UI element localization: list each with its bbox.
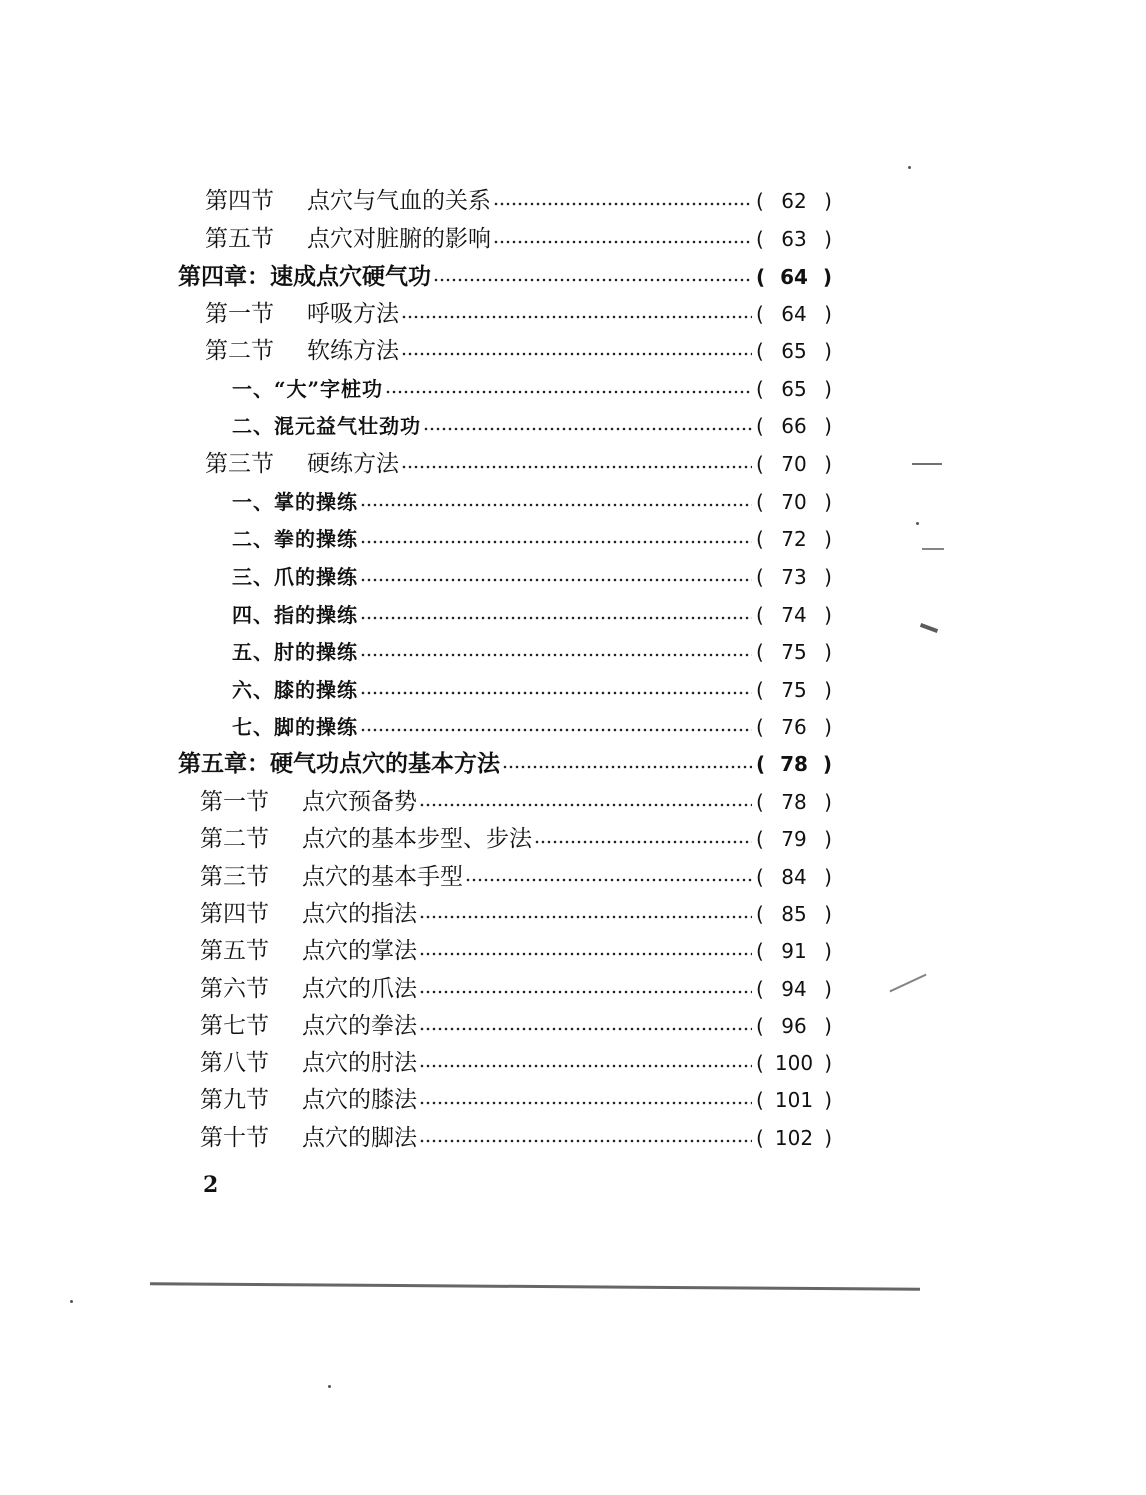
entry-title: 点穴的爪法: [302, 976, 417, 1002]
bracket-close: ): [824, 865, 832, 889]
toc-entry: [232, 485, 832, 519]
section-number: 第八节: [200, 1050, 269, 1076]
page-reference-number: 65: [781, 377, 807, 401]
bracket-close: ): [824, 603, 832, 627]
bracket-close: ): [824, 565, 832, 589]
page-reference: [756, 598, 832, 632]
toc-entry: [200, 1009, 832, 1043]
page-reference: [756, 747, 832, 781]
page-reference: [756, 1009, 832, 1043]
dot-leader: [419, 803, 752, 807]
dot-leader: [360, 691, 752, 695]
page-reference: [756, 334, 832, 368]
toc-entry-label: [205, 447, 399, 481]
toc-entry-label: [200, 822, 532, 856]
bracket-open: (: [756, 265, 766, 289]
bracket-close: ): [824, 1014, 832, 1038]
bracket-close: ): [824, 227, 832, 251]
page-reference: [756, 673, 832, 707]
section-number: 第二节: [205, 338, 274, 364]
entry-title: 第四章：速成点穴硬气功: [178, 263, 431, 290]
page-reference-number: 78: [781, 790, 807, 814]
entry-title: 一、掌的操练: [232, 490, 358, 514]
entry-title: 点穴的基本步型、步法: [302, 826, 532, 852]
entry-title: 三、爪的操练: [232, 565, 358, 589]
page-reference-number: 78: [780, 752, 808, 776]
toc-entry-label: [200, 934, 417, 968]
toc-entry-label: [232, 522, 358, 556]
entry-title: 硬练方法: [307, 451, 399, 477]
dot-leader: [360, 653, 752, 657]
bracket-open: (: [756, 452, 764, 476]
entry-title: 软练方法: [307, 338, 399, 364]
dot-leader: [360, 728, 752, 732]
entry-title: 点穴的膝法: [302, 1087, 417, 1113]
bracket-open: (: [756, 603, 764, 627]
toc-entry: [200, 1083, 832, 1117]
entry-title: 点穴的肘法: [302, 1050, 417, 1076]
entry-title: 点穴对脏腑的影响: [307, 226, 491, 252]
speck-dot-4: [916, 522, 919, 525]
page-reference-number: 102: [774, 1126, 814, 1150]
page-reference: [756, 184, 832, 218]
toc-entry: [232, 673, 832, 707]
page-reference: [756, 522, 832, 556]
toc-entry-label: [232, 372, 383, 406]
bracket-close: ): [824, 1126, 832, 1150]
speck-dash-4: [889, 974, 926, 993]
toc-entry-label: [205, 222, 491, 256]
page-reference: [756, 710, 832, 744]
page-reference: [756, 447, 832, 481]
page-reference: [756, 372, 832, 406]
toc-entry: [200, 934, 832, 968]
toc-entry: [205, 297, 832, 331]
bracket-open: (: [756, 640, 764, 664]
speck-dash-2: [922, 548, 944, 550]
page-reference-number: 70: [781, 452, 807, 476]
bracket-open: (: [756, 1014, 764, 1038]
bracket-close: ): [822, 752, 832, 776]
bracket-close: ): [824, 902, 832, 926]
page-reference-number: 101: [774, 1088, 814, 1112]
dot-leader: [465, 878, 752, 882]
section-number: 第五节: [200, 938, 269, 964]
dot-leader: [360, 540, 752, 544]
entry-title: 五、肘的操练: [232, 640, 358, 664]
toc-entry: [200, 972, 832, 1006]
toc-entry-label: [200, 972, 417, 1006]
toc-entry: [200, 897, 832, 931]
page-reference-number: 64: [781, 302, 807, 326]
toc-entry-label: [200, 897, 417, 931]
toc-entry-label: [205, 334, 399, 368]
entry-title: 四、指的操练: [232, 603, 358, 627]
toc-entry-label: [200, 1121, 417, 1155]
dot-leader: [419, 952, 752, 956]
bracket-close: ): [824, 678, 832, 702]
bracket-close: ): [824, 189, 832, 213]
dot-leader: [493, 202, 752, 206]
dot-leader: [360, 578, 752, 582]
dot-leader: [419, 990, 752, 994]
entry-title: 七、脚的操练: [232, 715, 358, 739]
bracket-close: ): [824, 377, 832, 401]
toc-entry: [200, 1046, 832, 1080]
page-reference-number: 91: [781, 939, 807, 963]
toc-entry: [205, 334, 832, 368]
toc-entry-label: [232, 673, 358, 707]
page-reference-number: 65: [781, 339, 807, 363]
page-reference-number: 64: [780, 265, 808, 289]
dot-leader: [385, 390, 752, 394]
toc-entry: [178, 260, 832, 294]
entry-title: 二、混元益气壮劲功: [232, 414, 421, 438]
toc-entry: [200, 785, 832, 819]
bracket-close: ): [824, 939, 832, 963]
page-reference-number: 73: [781, 565, 807, 589]
bracket-close: ): [824, 527, 832, 551]
page-reference: [756, 785, 832, 819]
bracket-open: (: [756, 827, 764, 851]
entry-title: 点穴的掌法: [302, 938, 417, 964]
section-number: 第三节: [200, 864, 269, 890]
page-reference: [756, 635, 832, 669]
bracket-open: (: [756, 715, 764, 739]
bottom-rule: [150, 1282, 920, 1290]
page-reference: [756, 297, 832, 331]
bracket-open: (: [756, 189, 764, 213]
toc-entry-label: [232, 485, 358, 519]
page-reference-number: 62: [781, 189, 807, 213]
page-reference-number: 94: [781, 977, 807, 1001]
bracket-close: ): [824, 302, 832, 326]
section-number: 第一节: [205, 301, 274, 327]
page-reference-number: 75: [781, 678, 807, 702]
page-reference: [756, 1121, 832, 1155]
dot-leader: [502, 765, 752, 769]
section-number: 第十节: [200, 1125, 269, 1151]
toc-entry: [232, 522, 832, 556]
page-reference: [756, 934, 832, 968]
speck-dash-1: [912, 463, 942, 465]
dot-leader: [423, 427, 752, 431]
toc-entry: [232, 560, 832, 594]
bracket-open: (: [756, 339, 764, 363]
section-number: 第七节: [200, 1013, 269, 1039]
toc-entry-label: [178, 747, 500, 781]
section-number: 第四节: [200, 901, 269, 927]
page-reference-number: 70: [781, 490, 807, 514]
bracket-open: (: [756, 302, 764, 326]
dot-leader: [401, 315, 752, 319]
dot-leader: [401, 352, 752, 356]
page-reference: [756, 560, 832, 594]
dot-leader: [419, 1027, 752, 1031]
toc-entry-label: [205, 184, 491, 218]
page-reference-number: 74: [781, 603, 807, 627]
entry-title: 点穴的基本手型: [302, 864, 463, 890]
toc-entry-label: [200, 1083, 417, 1117]
page-reference: [756, 822, 832, 856]
speck-dot-3: [328, 1385, 331, 1388]
section-number: 第一节: [200, 789, 269, 815]
toc-entry-label: [200, 860, 463, 894]
entry-title: 二、拳的操练: [232, 527, 358, 551]
section-number: 第九节: [200, 1087, 269, 1113]
toc-entry-label: [232, 560, 358, 594]
bracket-close: ): [824, 339, 832, 363]
toc-entry: [232, 372, 832, 406]
toc-entry-label: [200, 1046, 417, 1080]
toc-entry: [200, 1121, 832, 1155]
bracket-open: (: [756, 678, 764, 702]
entry-title: 一、“大”字桩功: [232, 377, 384, 401]
bracket-open: (: [756, 1088, 764, 1112]
entry-title: 点穴预备势: [302, 789, 417, 815]
page-reference: [756, 1046, 832, 1080]
page-reference: [756, 260, 832, 294]
bracket-close: ): [824, 790, 832, 814]
bracket-open: (: [756, 565, 764, 589]
toc-entry: [205, 222, 832, 256]
section-number: 第二节: [200, 826, 269, 852]
toc-entry: [232, 635, 832, 669]
bracket-open: (: [756, 865, 764, 889]
speck-dot-1: [908, 166, 911, 169]
toc-entry: [178, 747, 832, 781]
dot-leader: [401, 465, 752, 469]
page-reference-number: 100: [774, 1051, 814, 1075]
bracket-open: (: [756, 752, 766, 776]
dot-leader: [419, 1064, 752, 1068]
section-number: 第六节: [200, 976, 269, 1002]
toc-entry-label: [178, 260, 431, 294]
toc-entry: [205, 184, 832, 218]
page-reference-number: 96: [781, 1014, 807, 1038]
bracket-open: (: [756, 227, 764, 251]
entry-title: 点穴的脚法: [302, 1125, 417, 1151]
page-reference: [756, 897, 832, 931]
page-reference-number: 85: [781, 902, 807, 926]
bracket-open: (: [756, 1126, 764, 1150]
bracket-open: (: [756, 977, 764, 1001]
bracket-close: ): [824, 1051, 832, 1075]
toc-entry-label: [232, 635, 358, 669]
dot-leader: [493, 240, 752, 244]
page-reference-number: 75: [781, 640, 807, 664]
dot-leader: [419, 1139, 752, 1143]
toc-entry-label: [232, 409, 421, 443]
entry-title: 六、膝的操练: [232, 678, 358, 702]
toc-entry: [232, 598, 832, 632]
toc-entry: [205, 447, 832, 481]
dot-leader: [419, 1101, 752, 1105]
toc-entry-label: [200, 785, 417, 819]
bracket-close: ): [824, 827, 832, 851]
page-reference-number: 79: [781, 827, 807, 851]
toc-entry: [200, 860, 832, 894]
speck-dot-2: [70, 1300, 73, 1303]
toc-entry: [232, 409, 832, 443]
dot-leader: [360, 503, 752, 507]
section-number: 第四节: [205, 188, 274, 214]
bracket-close: ): [824, 715, 832, 739]
entry-title: 点穴与气血的关系: [307, 188, 491, 214]
page-reference: [756, 222, 832, 256]
page-reference-number: 84: [781, 865, 807, 889]
dot-leader: [433, 278, 752, 282]
entry-title: 呼吸方法: [307, 301, 399, 327]
dot-leader: [419, 915, 752, 919]
toc-entry-label: [232, 598, 358, 632]
bracket-open: (: [756, 1051, 764, 1075]
bracket-open: (: [756, 377, 764, 401]
entry-title: 点穴的指法: [302, 901, 417, 927]
bracket-close: ): [822, 265, 832, 289]
bracket-open: (: [756, 902, 764, 926]
bracket-close: ): [824, 977, 832, 1001]
page-reference: [756, 485, 832, 519]
entry-title: 第五章：硬气功点穴的基本方法: [178, 750, 500, 777]
bracket-open: (: [756, 939, 764, 963]
speck-dash-3: [920, 623, 938, 633]
page-reference-number: 76: [781, 715, 807, 739]
bracket-close: ): [824, 1088, 832, 1112]
page-reference: [756, 860, 832, 894]
toc-entry-label: [200, 1009, 417, 1043]
bracket-close: ): [824, 490, 832, 514]
page-reference: [756, 1083, 832, 1117]
section-number: 第五节: [205, 226, 274, 252]
page-reference-number: 72: [781, 527, 807, 551]
bracket-open: (: [756, 414, 764, 438]
page-reference-number: 66: [781, 414, 807, 438]
bracket-close: ): [824, 452, 832, 476]
page-reference-number: 63: [781, 227, 807, 251]
bracket-close: ): [824, 414, 832, 438]
bracket-close: ): [824, 640, 832, 664]
section-number: 第三节: [205, 451, 274, 477]
bracket-open: (: [756, 527, 764, 551]
bracket-open: (: [756, 790, 764, 814]
toc-entry: [232, 710, 832, 744]
dot-leader: [534, 840, 752, 844]
bracket-open: (: [756, 490, 764, 514]
page-reference: [756, 972, 832, 1006]
toc-entry-label: [205, 297, 399, 331]
page-reference: [756, 409, 832, 443]
toc-entry-label: [232, 710, 358, 744]
entry-title: 点穴的拳法: [302, 1013, 417, 1039]
page-number: 2: [203, 1172, 219, 1198]
dot-leader: [360, 616, 752, 620]
toc-entry: [200, 822, 832, 856]
